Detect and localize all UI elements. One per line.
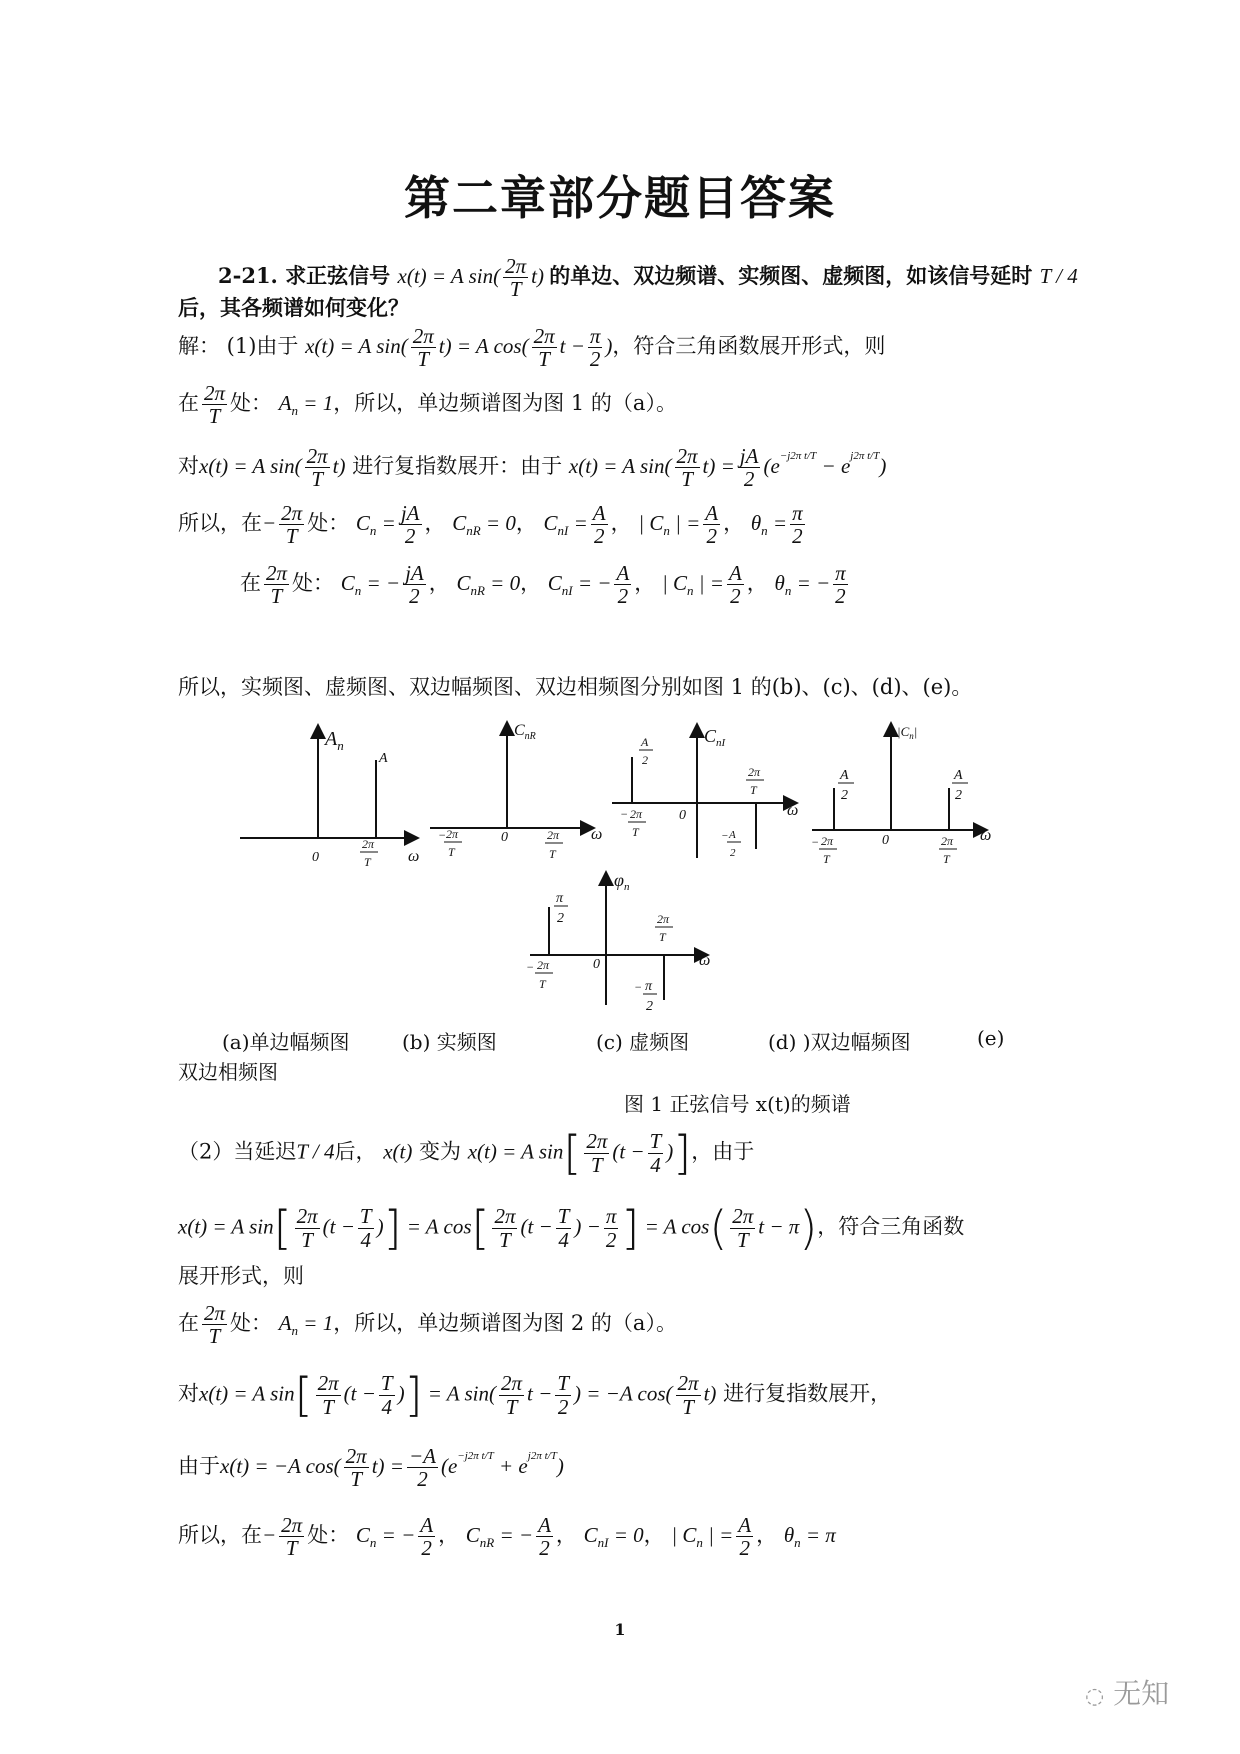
- sol1-line3: 对x(t) = A sin( $\frac{2\pi}{T}$ t) 进行复指数展开：由于 x(t) = A sin( $\frac{2\pi}{T}$ t) = $\frac{jA}{2}$ $(e^{-j2\pi t/T} - e^{j2\pi t/T})$: [178, 444, 887, 492]
- svg-text:ω: ω: [591, 826, 603, 843]
- figure1-title: 图 1 正弦信号 x(t)的频谱: [624, 1092, 851, 1116]
- sol1-line4: 所以，在− $\frac{2\pi}{T}$ 处： $C_n$ = $\frac{jA}{2}$ ， $C_{nR} = 0$， $C_{nI}$ = $\frac{A}{2}$ ， | $C_n$ | = $\frac{A}{2}$ ， $\theta_n$ = $\frac{\pi}{2}$: [178, 501, 803, 549]
- sol2-line5: 对x(t) = A sin[ $\frac{2\pi}{T}$ (t − $\frac{T}{4}$ )] = A sin( $\frac{2\pi}{T}$ t − $\frac{T}{2}$ ) = −A cos( $\frac{2\pi}{T}$ t) 进行复指数展开，: [178, 1368, 892, 1422]
- problem-statement: 2-21. 求正弦信号 x(t) = A sin( $\frac{2\pi}{T}$ t) 的单边、双边频谱、实频图、虚频图，如该信号延时 T / 4: [218, 254, 1078, 302]
- sol2-line4: 在 $\frac{2\pi}{T}$ 处： $A_n = 1$，所以，单边频谱图为图 2 的（a）。: [178, 1301, 677, 1349]
- svg-text:−: −: [634, 980, 643, 994]
- svg-text:T: T: [632, 825, 639, 839]
- svg-text:ω: ω: [699, 952, 711, 969]
- svg-text:A: A: [379, 751, 388, 766]
- svg-text:ω: ω: [408, 848, 420, 865]
- svg-text:2π: 2π: [748, 765, 761, 779]
- svg-text:2π: 2π: [362, 837, 375, 851]
- sol1-line6: 所以，实频图、虚频图、双边幅频图、双边相频图分别如图 1 的(b)、(c)、(d)、(e)。: [178, 675, 973, 699]
- svg-text:2π: 2π: [657, 912, 670, 926]
- svg-text:−: −: [526, 960, 535, 974]
- sol2-line6: 由于x(t) = −A cos( $\frac{2\pi}{T}$ t) = $\frac{-A}{2}$ $(e^{-j2\pi t/T} + e^{j2\pi t/T})$: [178, 1444, 564, 1492]
- svg-text:A: A: [954, 768, 963, 783]
- svg-text:T: T: [448, 845, 455, 859]
- figure1-diagrams: [0, 715, 1240, 1015]
- svg-text:T: T: [943, 852, 950, 866]
- svg-text:−: −: [811, 835, 820, 849]
- chat-bubble-icon: ◌: [1085, 1684, 1105, 1709]
- svg-text:φn: $\varphi_n$: [614, 870, 630, 893]
- page-number: 1: [614, 1620, 626, 1639]
- svg-text:0: 0: [679, 808, 686, 823]
- svg-text:0: 0: [312, 850, 319, 865]
- caption-c: (c) 虚频图: [596, 1030, 690, 1054]
- sol1-line5: 在 $\frac{2\pi}{T}$ 处： $C_n$ = − $\frac{jA}{2}$ ， $C_{nR} = 0$， $C_{nI}$ = − $\frac{A}{2}$ ， | $C_n$ | = $\frac{A}{2}$ ， $\theta_n$ = − $\frac{\pi}{2}$: [240, 561, 846, 609]
- caption-e: (e): [977, 1026, 1005, 1050]
- svg-text:π: π: [556, 891, 564, 906]
- svg-text:T: T: [364, 855, 371, 869]
- svg-text:ω: ω: [980, 827, 992, 844]
- svg-text:CnR: $C_{nR}$: [514, 722, 536, 742]
- svg-text:0: 0: [593, 957, 600, 972]
- svg-text:−: −: [438, 828, 447, 842]
- svg-text:T: T: [539, 977, 546, 991]
- caption-d: (d) )双边幅频图: [768, 1030, 911, 1054]
- sol2-line1: （2）当延迟T / 4后， x(t) 变为 x(t) = A sin[ $\frac{2\pi}{T}$ (t − $\frac{T}{4}$ )]，由于: [178, 1126, 755, 1180]
- svg-text:An: $A_n$: [325, 728, 344, 753]
- svg-text:0: 0: [501, 830, 508, 845]
- svg-text:−: −: [721, 830, 729, 842]
- caption-e-cont: 双边相频图: [178, 1060, 278, 1084]
- svg-text:ω: ω: [787, 802, 799, 819]
- problem-statement-cont: 后，其各频谱如何变化？: [178, 295, 409, 320]
- spectrum-b: [430, 722, 594, 828]
- svg-text:T: T: [750, 783, 757, 797]
- svg-text:π: π: [645, 979, 653, 994]
- svg-text:2: 2: [557, 911, 564, 926]
- svg-text:T: T: [823, 852, 830, 866]
- svg-text:2π: 2π: [821, 834, 834, 848]
- watermark: ◌ 无知: [1085, 1677, 1170, 1710]
- svg-text:0: 0: [882, 833, 889, 848]
- svg-text:2π: 2π: [446, 827, 459, 841]
- svg-text:CnI: $C_{nI}$: [704, 726, 726, 749]
- svg-text:2π: 2π: [941, 834, 954, 848]
- svg-text:A: A: [840, 768, 849, 783]
- svg-text:T: T: [549, 847, 556, 861]
- svg-text:2: 2: [841, 788, 848, 803]
- svg-text:A: A: [641, 735, 649, 749]
- svg-text:|Cn|: $|C_n|$: [897, 724, 918, 741]
- svg-text:−: −: [620, 807, 629, 821]
- svg-text:A: A: [729, 829, 736, 841]
- svg-text:2π: 2π: [630, 807, 643, 821]
- page-title: 第二章部分题目答案: [404, 171, 836, 225]
- sol1-line1: 解： (1)由于 x(t) = A sin( $\frac{2\pi}{T}$ t) = A cos( $\frac{2\pi}{T}$ t − $\frac{\pi}{2}$ )，符合三角函数展开形式，则: [178, 324, 886, 372]
- svg-text:2: 2: [955, 788, 962, 803]
- sol2-line3: 展开形式，则: [178, 1264, 304, 1288]
- svg-text:2: 2: [730, 847, 736, 859]
- svg-text:T: T: [659, 930, 666, 944]
- sol2-line7: 所以，在− $\frac{2\pi}{T}$ 处： $C_n$ = − $\frac{A}{2}$ ， $C_{nR}$ = − $\frac{A}{2}$ ， $C_{nI} = 0$， | $C_n$ | = $\frac{A}{2}$ ， $\theta_n = \pi$: [178, 1513, 836, 1561]
- caption-a: (a)单边幅频图: [222, 1030, 350, 1054]
- svg-text:2π: 2π: [547, 828, 560, 842]
- caption-b: (b) 实频图: [402, 1030, 497, 1054]
- svg-text:2π: 2π: [537, 958, 550, 972]
- sol1-line2: 在 $\frac{2\pi}{T}$ 处： $A_n = 1$，所以，单边频谱图为图 1 的（a）。: [178, 381, 677, 429]
- svg-text:2: 2: [646, 999, 653, 1014]
- svg-text:2: 2: [642, 753, 648, 767]
- sol2-line2: x(t) = A sin[ $\frac{2\pi}{T}$ (t − $\frac{T}{4}$ )] = A cos[ $\frac{2\pi}{T}$ (t − $\frac{T}{4}$ ) − $\frac{\pi}{2}$ ] = A cos( $\frac{2\pi}{T}$ t − π)，符合三角函数: [178, 1201, 965, 1255]
